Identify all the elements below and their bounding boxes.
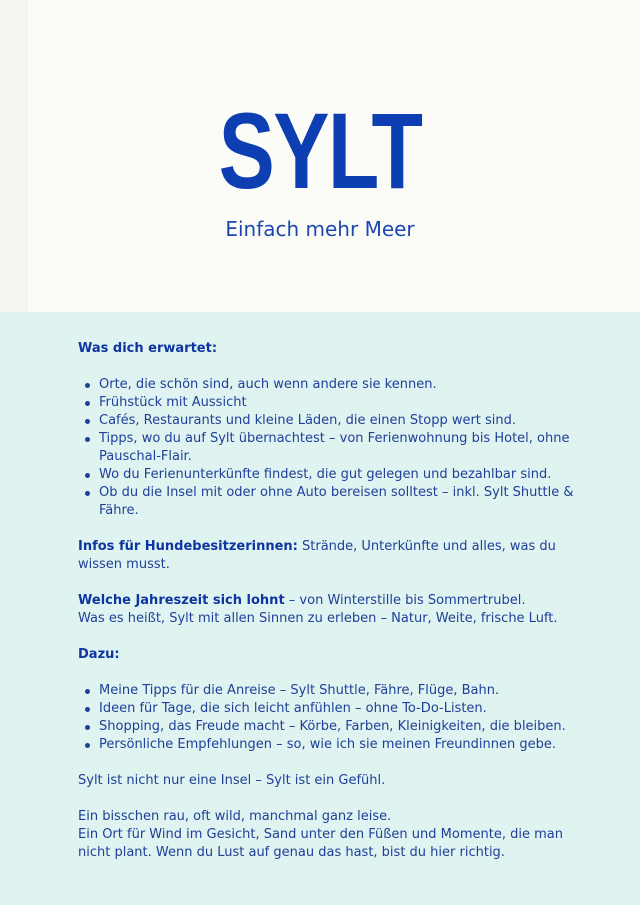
list-item: Wo du Ferienunterkünfte findest, die gut gelegen und bezahlbar sind. bbox=[99, 466, 578, 484]
season-paragraph bbox=[78, 592, 578, 610]
expect-heading: Was dich erwartet: bbox=[78, 341, 218, 356]
list-item: Tipps, wo du auf Sylt übernachtest – von Ferienwohnung bis Hotel, ohne Pauschal-Flair. bbox=[99, 430, 578, 466]
extra-heading: Dazu: bbox=[78, 647, 120, 662]
list-item: Meine Tipps für die Anreise – Sylt Shuttle, Fähre, Flüge, Bahn. bbox=[99, 682, 578, 700]
season-text: – von Winterstille bis Sommertrubel. bbox=[284, 593, 526, 608]
list-item: Shopping, das Freude macht – Körbe, Farben, Kleinigkeiten, die bleiben. bbox=[99, 718, 578, 736]
closing-line-2: Ein bisschen rau, oft wild, manchmal ganz leise. bbox=[78, 809, 392, 824]
expect-list bbox=[78, 376, 578, 520]
closing-line-3: Ein Ort für Wind im Gesicht, Sand unter den Füßen und Momente, die man nicht plant. Wenn du Lust auf genau das hast, bist du hier richtig. bbox=[78, 827, 563, 860]
cover-header bbox=[0, 0, 640, 312]
list-item: Orte, die schön sind, auch wenn andere sie kennen. bbox=[99, 376, 578, 394]
closing-line-1: Sylt ist nicht nur eine Insel – Sylt ist ein Gefühl. bbox=[78, 773, 386, 788]
season-bold: Welche Jahreszeit sich lohnt bbox=[78, 593, 285, 608]
list-item: Persönliche Empfehlungen – so, wie ich sie meinen Freundinnen gebe. bbox=[99, 736, 578, 754]
list-item: Ideen für Tage, die sich leicht anfühlen – ohne To-Do-Listen. bbox=[99, 700, 578, 718]
page-edge-shade bbox=[0, 0, 28, 312]
list-item: Frühstück mit Aussicht bbox=[99, 394, 578, 412]
extra-list bbox=[78, 682, 578, 754]
tagline: Einfach mehr Meer bbox=[225, 217, 415, 241]
sylt-logo-title: SYLT bbox=[218, 90, 422, 211]
list-item: Cafés, Restaurants und kleine Läden, die einen Stopp wert sind. bbox=[99, 412, 578, 430]
dogs-paragraph bbox=[78, 538, 578, 574]
content-section bbox=[78, 340, 578, 862]
dogs-bold: Infos für Hundebesitzerinnen: bbox=[78, 539, 298, 554]
list-item: Ob du die Insel mit oder ohne Auto bereisen solltest – inkl. Sylt Shuttle & Fähre. bbox=[99, 484, 578, 520]
senses-line: Was es heißt, Sylt mit allen Sinnen zu erleben – Natur, Weite, frische Luft. bbox=[78, 611, 558, 626]
dogs-text: Strände, Unterkünfte und alles, was du wissen musst. bbox=[78, 539, 556, 572]
